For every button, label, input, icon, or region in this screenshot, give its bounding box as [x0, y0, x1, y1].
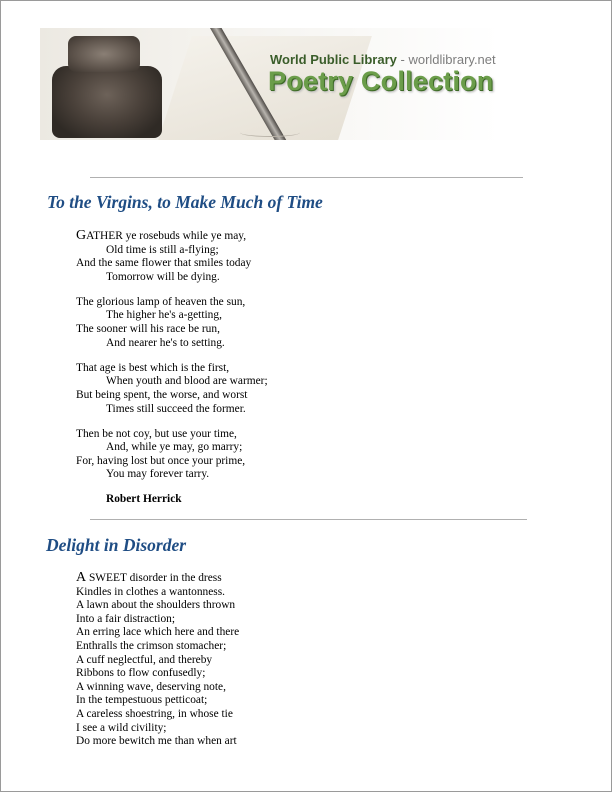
poem-body-2	[76, 571, 239, 749]
poem-line: But being spent, the worse, and worst	[76, 388, 248, 401]
poem-line: Into a fair distraction;	[76, 612, 176, 625]
poem-line: Old time is still a-flying;	[106, 243, 219, 256]
poem-line: And the same flower that smiles today	[76, 257, 252, 270]
poem-line: Tomorrow will be dying.	[106, 270, 220, 283]
inkwell-top-image	[68, 36, 140, 72]
poem-line	[76, 571, 239, 586]
poem-line: And nearer he's to setting.	[106, 336, 225, 349]
poem-line: For, having lost but once your prime,	[76, 454, 246, 467]
poem-line: Times still succeed the former.	[106, 402, 246, 415]
poem-author: Robert Herrick	[106, 492, 182, 505]
poem-body-1	[76, 229, 268, 506]
header-banner	[40, 28, 500, 140]
stanza-2	[76, 296, 268, 350]
divider-middle	[90, 519, 527, 520]
poem-title-2: Delight in Disorder	[46, 535, 187, 555]
stanza-3	[76, 362, 268, 416]
poem-line-rest: ATHER ye rosebuds while ye may,	[86, 230, 247, 242]
poem-line: A lawn about the shoulders thrown	[76, 599, 236, 612]
poem-line: When youth and blood are warmer;	[106, 375, 268, 388]
divider-top	[90, 177, 523, 178]
drop-cap: G	[76, 228, 87, 243]
poem-line: The higher he's a-getting,	[106, 309, 222, 322]
library-name: World Public Library - worldlibrary.net	[270, 52, 496, 67]
handwriting-image	[240, 128, 300, 137]
poem-line: An erring lace which here and there	[76, 626, 240, 639]
poem-line: The glorious lamp of heaven the sun,	[76, 295, 246, 308]
poem-line: And, while ye may, go marry;	[106, 441, 243, 454]
poem-line: That age is best which is the first,	[76, 361, 230, 374]
stanza-4	[76, 428, 268, 482]
poem-line	[76, 229, 268, 244]
poem-line: A careless shoestring, in whose tie	[76, 707, 233, 720]
poem-line: The sooner will his race be run,	[76, 323, 220, 336]
library-domain: worldlibrary.net	[408, 52, 496, 67]
poem-line: Then be not coy, but use your time,	[76, 427, 237, 440]
poem-line: Ribbons to flow confusedly;	[76, 667, 206, 680]
poem-title-1: To the Virgins, to Make Much of Time	[47, 192, 323, 212]
poem-line: You may forever tarry.	[106, 468, 210, 481]
collection-title: Poetry Collection	[268, 66, 494, 96]
poem-line: I see a wild civility;	[76, 721, 167, 734]
poem-line-rest: SWEET disorder in the dress	[86, 572, 222, 584]
poem-line: A cuff neglectful, and thereby	[76, 653, 213, 666]
poem-line: Kindles in clothes a wantonness.	[76, 585, 226, 598]
inkwell-image	[52, 66, 162, 138]
poem-line: Enthralls the crimson stomacher;	[76, 639, 227, 652]
poem-line: A winning wave, deserving note,	[76, 680, 226, 693]
stanza-1	[76, 229, 268, 284]
poem-line: Do more bewitch me than when art	[76, 735, 237, 748]
poem-line: In the tempestuous petticoat;	[76, 694, 208, 707]
drop-cap: A	[76, 570, 87, 585]
